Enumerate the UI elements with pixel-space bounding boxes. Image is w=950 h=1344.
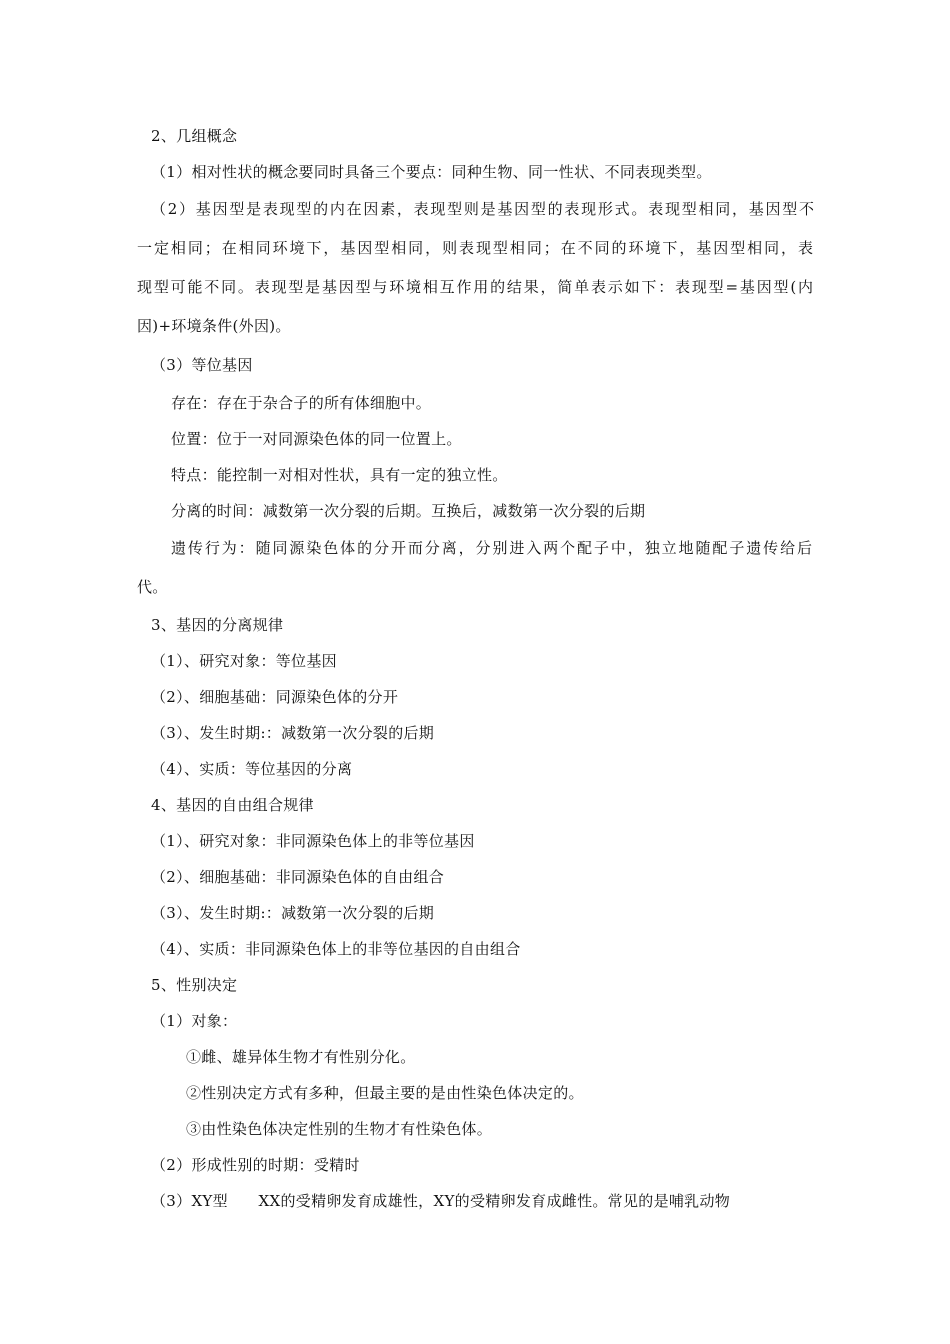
list-item: （2）、细胞基础：非同源染色体的自由组合 [151,868,445,886]
list-item: （3）、发生时期:：减数第一次分裂的后期 [151,904,435,922]
list-item: （2）形成性别的时期：受精时 [151,1156,360,1174]
paragraph-line: 分离的时间：减数第一次分裂的后期。互换后，减数第一次分裂的后期 [171,502,646,520]
numbered-item: ①雌、雄异体生物才有性别分化。 [186,1048,416,1066]
paragraph-line: 一定相同；在相同环境下，基因型相同，则表现型相同；在不同的环境下，基因型相同，表 [137,239,813,257]
numbered-item: ②性别决定方式有多种，但最主要的是由性染色体决定的。 [186,1084,584,1102]
paragraph-line: 特点：能控制一对相对性状，具有一定的独立性。 [171,466,508,484]
subheading-line: （1）对象： [151,1012,238,1030]
list-item: （2）、细胞基础：同源染色体的分开 [151,688,399,706]
paragraph-line: 因)+环境条件(外因)。 [137,317,291,335]
paragraph-line: 位置：位于一对同源染色体的同一位置上。 [171,430,462,448]
list-item: （3）XY型 XX的受精卵发育成雄性，XY的受精卵发育成雌性。常见的是哺乳动物 [151,1192,731,1210]
paragraph-line: 存在：存在于杂合子的所有体细胞中。 [171,394,432,412]
section-heading-3: 3、基因的分离规律 [151,616,284,634]
section-heading-5: 5、性别决定 [151,976,238,994]
list-item: （4）、实质：非同源染色体上的非等位基因的自由组合 [151,940,521,958]
subheading-line: （3）等位基因 [151,356,253,374]
paragraph-line: 现型可能不同。表现型是基因型与环境相互作用的结果，简单表示如下：表现型=基因型(内 [137,278,813,296]
paragraph-line: （1）相对性状的概念要同时具备三个要点：同种生物、同一性状、不同表现类型。 [151,163,712,181]
paragraph-line: 遗传行为：随同源染色体的分开而分离，分别进入两个配子中，独立地随配子遗传给后 [171,539,812,557]
numbered-item: ③由性染色体决定性别的生物才有性染色体。 [186,1120,493,1138]
section-heading-4: 4、基因的自由组合规律 [151,796,314,814]
list-item: （1）、研究对象：等位基因 [151,652,337,670]
list-item: （3）、发生时期:：减数第一次分裂的后期 [151,724,435,742]
paragraph-line: （2）基因型是表现型的内在因素，表现型则是基因型的表现形式。表现型相同，基因型不 [151,200,814,218]
paragraph-line: 代。 [137,578,168,596]
section-heading-2: 2、几组概念 [151,127,238,145]
list-item: （4）、实质：等位基因的分离 [151,760,353,778]
list-item: （1）、研究对象：非同源染色体上的非等位基因 [151,832,475,850]
